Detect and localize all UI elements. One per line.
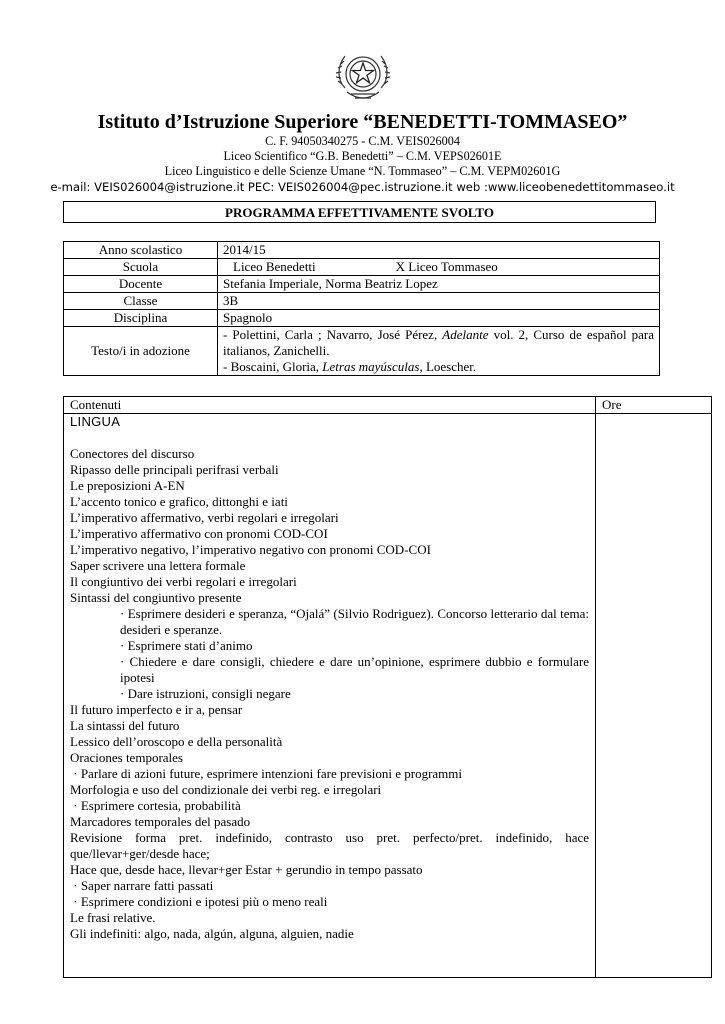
textbook-1-details: vol. 2, Curso de español para italianos, Zanichelli. xyxy=(223,327,654,358)
list-item: Oraciones temporales xyxy=(70,750,183,765)
scuola-value xyxy=(218,259,660,276)
textbook-2-details: , Loescher. xyxy=(419,359,477,374)
liceo-linguistico-line: Liceo Linguistico e delle Scienze Umane “N. Tommaseo” – C.M. VEPM02601G xyxy=(164,164,561,178)
info-row-scuola xyxy=(64,259,660,276)
textbook-2-authors: - Boscaini, Gloria, xyxy=(223,359,323,374)
contents-body xyxy=(64,414,596,978)
list-item: Lessico dell’oroscopo e della personalità xyxy=(70,734,283,749)
topic-revisione: Revisione forma pret. indefinido, contrasto uso pret. perfecto/pret. indefinido, hace que/llevar+ger/desde hace; xyxy=(70,830,589,861)
topic-list-3 xyxy=(70,862,589,942)
disciplina-label: Disciplina xyxy=(64,310,218,327)
anno-label: Anno scolastico xyxy=(64,242,218,259)
program-contents-table xyxy=(63,396,712,978)
course-info-table xyxy=(63,241,660,376)
list-item: Le preposizioni A-EN xyxy=(70,478,185,493)
document-header xyxy=(0,44,725,195)
textbook-2 xyxy=(223,359,654,375)
disciplina-value: Spagnolo xyxy=(218,310,660,327)
italian-republic-emblem-icon xyxy=(331,44,395,108)
list-item: · Esprimere cortesia, probabilità xyxy=(70,798,241,813)
list-item: Hace que, desde hace, llevar+ger Estar + gerundio in tempo passato xyxy=(70,862,423,877)
list-item: Morfologia e uso del condizionale dei verbi reg. e irregolari xyxy=(70,782,382,797)
anno-value: 2014/15 xyxy=(218,242,660,259)
info-row-disciplina xyxy=(64,310,660,327)
list-item: Il congiuntivo dei verbi regolari e irregolari xyxy=(70,574,297,589)
list-item: Il futuro imperfecto e ir a, pensar xyxy=(70,702,243,717)
list-item: Gli indefiniti: algo, nada, algún, alguna, alguien, nadie xyxy=(70,926,354,941)
spacer xyxy=(70,430,589,446)
textbook-1-authors: - Polettini, Carla ; Navarro, José Pérez, xyxy=(223,327,443,342)
list-item: Saper scrivere una lettera formale xyxy=(70,558,246,573)
contents-body-row xyxy=(64,414,712,978)
contents-header-row xyxy=(64,397,712,414)
info-row-docente xyxy=(64,276,660,293)
testo-label: Testo/i in adozione xyxy=(64,327,218,376)
program-title: PROGRAMMA EFFETTIVAMENTE SVOLTO xyxy=(63,201,656,223)
scuola-label: Scuola xyxy=(64,259,218,276)
textbook-1-title: Adelante xyxy=(442,327,489,342)
subtopic-desideri: · Esprimere desideri e speranza, “Ojalá” (Silvio Rodriguez). Concorso letterario dal tema: desideri e speranze. xyxy=(120,606,589,637)
contact-line: e-mail: VEIS026004@istruzione.it PEC: VEIS026004@pec.istruzione.it web :www.liceobenedettitommaseo.it xyxy=(50,180,675,194)
list-item: · Esprimere condizioni e ipotesi più o meno reali xyxy=(70,894,328,909)
textbook-2-title: Letras mayúsculas xyxy=(322,359,420,374)
list-item: L’accento tonico e grafico, dittonghi e iati xyxy=(70,494,288,509)
docente-label: Docente xyxy=(64,276,218,293)
textbook-1 xyxy=(223,327,654,359)
subtopic-stati-animo: · Esprimere stati d’animo xyxy=(120,638,253,653)
liceo-scientifico-line: Liceo Scientifico “G.B. Benedetti” – C.M. VEPS02601E xyxy=(223,149,502,163)
topic-list-1 xyxy=(70,446,589,606)
contenuti-header: Contenuti xyxy=(64,397,596,414)
subtopic-istruzioni: · Dare istruzioni, consigli negare xyxy=(120,686,291,701)
list-item: · Saper narrare fatti passati xyxy=(70,878,214,893)
list-item: Marcadores temporales del pasado xyxy=(70,814,251,829)
ore-header: Ore xyxy=(596,397,712,414)
list-item: Le frasi relative. xyxy=(70,910,156,925)
testo-value xyxy=(218,327,660,376)
list-item: L’imperativo negativo, l’imperativo negativo con pronomi COD-COI xyxy=(70,542,431,557)
scuola-benedetti: Liceo Benedetti xyxy=(233,259,316,274)
institute-title: Istituto d’Istruzione Superiore “BENEDETTI-TOMMASEO” xyxy=(97,111,628,133)
info-row-anno xyxy=(64,242,660,259)
list-item: Conectores del discurso xyxy=(70,446,195,461)
ore-body xyxy=(596,414,712,978)
section-title: LINGUA xyxy=(70,414,121,429)
classe-label: Classe xyxy=(64,293,218,310)
subtopic-consigli: · Chiedere e dare consigli, chiedere e dare un’opinione, esprimere dubbio e formulare ipotesi xyxy=(120,654,589,685)
classe-value: 3B xyxy=(218,293,660,310)
scuola-tommaseo: X Liceo Tommaseo xyxy=(395,259,498,274)
fiscal-code-line: C. F. 94050340275 - C.M. VEIS026004 xyxy=(265,134,460,148)
info-row-testo xyxy=(64,327,660,376)
list-item: Ripasso delle principali perifrasi verbali xyxy=(70,462,279,477)
topic-list-2 xyxy=(70,702,589,830)
docente-value: Stefania Imperiale, Norma Beatriz Lopez xyxy=(218,276,660,293)
list-item: La sintassi del futuro xyxy=(70,718,180,733)
list-item: L’imperativo affermativo con pronomi COD-COI xyxy=(70,526,328,541)
list-item: · Parlare di azioni future, esprimere intenzioni fare previsioni e programmi xyxy=(70,766,463,781)
list-item: Sintassi del congiuntivo presente xyxy=(70,590,242,605)
list-item: L’imperativo affermativo, verbi regolari e irregolari xyxy=(70,510,339,525)
info-row-classe xyxy=(64,293,660,310)
